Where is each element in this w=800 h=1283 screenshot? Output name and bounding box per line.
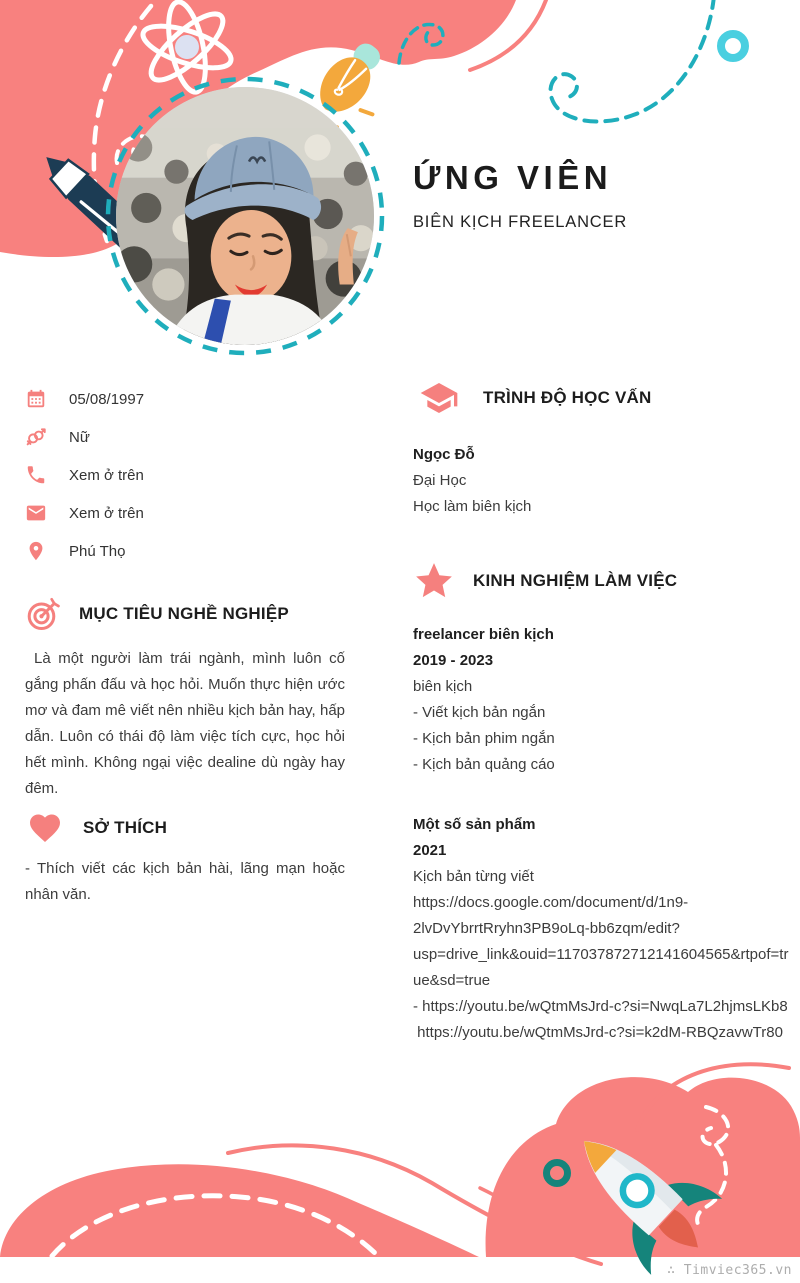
experience-entry [413,812,788,1046]
education-heading: TRÌNH ĐỘ HỌC VẤN [483,388,652,407]
job-role: biên kịch [413,678,473,695]
experience-entry [413,622,788,778]
job-link-line: usp=drive_link&ouid=117037872712141604565&rtpof=tr [413,946,789,963]
objective-heading: MỤC TIÊU NGHỀ NGHIỆP [79,604,289,623]
birthday-value: 05/08/1997 [69,390,145,408]
objective-body: Là một người làm trái ngành, mình luôn cố gắng phấn đấu và học hỏi. Muốn thực hiện ước mơ và đam mê viết nên nhiều kịch bản hay, hấp dẫn. Luôn có thái độ làm việc tích cực, học hỏi hết mình. Không ngại việc dealine dù ngày hay đêm. [25,650,345,797]
hobbies-heading: SỞ THÍCH [83,818,168,837]
teal-donut-icon [721,34,745,58]
job-period: 2021 [413,842,447,859]
job-detail: - Kịch bản phim ngắn [413,730,555,747]
personal-row-birthday [25,380,345,418]
job-role: Kịch bản từng viết [413,868,534,885]
gender-icon [25,426,47,448]
job-period: 2019 - 2023 [413,652,494,669]
education-degree: Đại Học [413,472,467,489]
education-school: Ngọc Đỗ [413,446,475,463]
profile-photo [116,87,374,345]
candidate-subtitle: BIÊN KỊCH FREELANCER [413,213,628,231]
star-icon [413,560,455,602]
bottom-decoration [0,1030,800,1283]
email-value: Xem ở trên [69,504,144,522]
job-detail: - Viết kịch bản ngắn [413,704,546,721]
job-title: freelancer biên kịch [413,626,554,643]
job-link-line: 2lvDvYbrrtRryhn3PB9oLq-bb6zqm/edit? [413,920,680,937]
heart-icon [25,810,65,846]
education-major: Học làm biên kịch [413,498,532,515]
hobbies-body: - Thích viết các kịch bản hài, lãng mạn hoặc nhân văn. [25,860,345,903]
left-column [25,380,345,908]
job-link-line: https://youtu.be/wQtmMsJrd-c?si=k2dM-RBQzavwTr80 [413,1024,783,1041]
phone-icon [25,464,47,486]
watermark: ∴ Timviec365.vn [667,1263,792,1278]
location-icon [25,540,47,562]
header [413,158,627,232]
profile-photo-art [116,87,374,345]
gender-value: Nữ [69,428,90,446]
job-title: Một số sản phẩm [413,816,536,833]
education-entry [413,442,788,520]
right-column [413,375,788,1046]
personal-row-gender [25,418,345,456]
coral-blob-bottom-left [0,1164,479,1257]
objective-section-header [25,596,345,632]
calendar-icon [25,388,47,410]
target-icon [25,596,61,632]
personal-row-phone [25,456,345,494]
job-link-line: ue&sd=true [413,972,491,989]
teal-dashed-curve-large [550,0,714,121]
candidate-title: ỨNG VIÊN [413,159,613,196]
phone-value: Xem ở trên [69,466,144,484]
graduation-cap-icon [413,378,465,418]
personal-row-email [25,494,345,532]
email-icon [25,502,47,524]
hobbies-section-header [25,810,345,846]
job-link-line: - https://youtu.be/wQtmMsJrd-c?si=NwqLa7L2hjmsLKb8 [413,998,788,1015]
education-section-header [413,378,788,418]
experience-section-header [413,560,788,602]
job-detail: - Kịch bản quảng cáo [413,756,555,773]
address-value: Phú Thọ [69,542,126,560]
job-link-line: https://docs.google.com/document/d/1n9- [413,894,689,911]
personal-row-address [25,532,345,570]
experience-heading: KINH NGHIỆM LÀM VIỆC [473,571,678,590]
